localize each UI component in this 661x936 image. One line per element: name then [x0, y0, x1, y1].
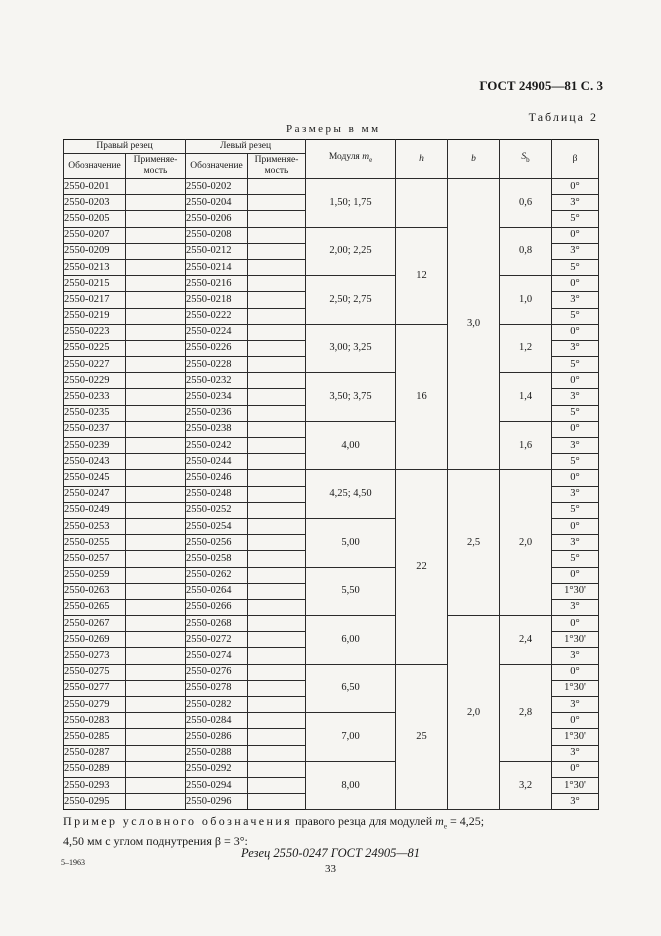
right-designation-cell: 2550-0287	[64, 745, 126, 761]
table-row	[64, 421, 599, 437]
right-application-cell	[126, 292, 186, 308]
left-application-cell	[248, 243, 306, 259]
edition-mark: 5–1963	[61, 858, 85, 867]
right-application-cell	[126, 276, 186, 292]
left-application-cell	[248, 227, 306, 243]
left-designation-cell: 2550-0272	[186, 632, 248, 648]
left-application-cell	[248, 729, 306, 745]
module-cell: 6,50	[306, 664, 396, 713]
right-designation-cell: 2550-0229	[64, 373, 126, 389]
h-header: h	[396, 140, 448, 179]
left-designation-cell: 2550-0228	[186, 357, 248, 373]
left-designation-header: Обозначение	[186, 154, 248, 179]
beta-cell: 0°	[552, 421, 599, 437]
s-cell: 1,6	[500, 421, 552, 470]
right-designation-cell: 2550-0215	[64, 276, 126, 292]
left-designation-cell: 2550-0288	[186, 745, 248, 761]
left-application-cell	[248, 502, 306, 518]
left-designation-cell: 2550-0232	[186, 373, 248, 389]
left-application-cell	[248, 470, 306, 486]
left-designation-cell: 2550-0278	[186, 680, 248, 696]
right-designation-cell: 2550-0219	[64, 308, 126, 324]
right-application-cell	[126, 761, 186, 777]
note-mid: правого резца для модулей	[292, 814, 436, 828]
note-module-subscript: e	[443, 822, 447, 831]
left-application-cell	[248, 389, 306, 405]
right-designation-cell: 2550-0295	[64, 794, 126, 810]
beta-cell: 3°	[552, 340, 599, 356]
left-designation-cell: 2550-0296	[186, 794, 248, 810]
left-designation-cell: 2550-0284	[186, 713, 248, 729]
beta-cell: 5°	[552, 551, 599, 567]
right-designation-cell: 2550-0269	[64, 632, 126, 648]
right-application-cell	[126, 470, 186, 486]
right-application-cell	[126, 227, 186, 243]
beta-cell: 1°30'	[552, 632, 599, 648]
left-application-cell	[248, 777, 306, 793]
s-cell: 2,8	[500, 664, 552, 761]
s-cell: 1,0	[500, 276, 552, 325]
module-cell: 5,00	[306, 518, 396, 567]
left-application-header: Применяе-мость	[248, 154, 306, 179]
left-application-cell	[248, 357, 306, 373]
left-application-cell	[248, 308, 306, 324]
right-application-cell	[126, 438, 186, 454]
beta-cell: 3°	[552, 438, 599, 454]
right-application-cell	[126, 745, 186, 761]
left-designation-cell: 2550-0218	[186, 292, 248, 308]
table-row	[64, 227, 599, 243]
left-designation-cell: 2550-0204	[186, 195, 248, 211]
note-line2: 4,50 мм с углом поднутрения β = 3°:	[63, 834, 248, 849]
beta-cell: 3°	[552, 697, 599, 713]
left-designation-cell: 2550-0214	[186, 259, 248, 275]
note-line1-end: = 4,25;	[446, 814, 485, 828]
table-row	[64, 373, 599, 389]
s-header: $S_b$	[500, 140, 552, 179]
right-application-cell	[126, 794, 186, 810]
beta-cell: 5°	[552, 502, 599, 518]
note-module-symbol: m	[435, 814, 444, 828]
left-application-cell	[248, 292, 306, 308]
right-designation-cell: 2550-0275	[64, 664, 126, 680]
module-cell: 2,00; 2,25	[306, 227, 396, 276]
left-designation-cell: 2550-0202	[186, 179, 248, 195]
beta-cell: 0°	[552, 713, 599, 729]
left-application-cell	[248, 373, 306, 389]
right-application-cell	[126, 373, 186, 389]
left-designation-cell: 2550-0222	[186, 308, 248, 324]
right-designation-cell: 2550-0223	[64, 324, 126, 340]
right-application-cell	[126, 680, 186, 696]
module-header: Модуля $m_e$	[306, 140, 396, 179]
right-application-cell	[126, 211, 186, 227]
table-body	[64, 179, 599, 810]
h-cell: 25	[396, 664, 448, 810]
right-designation-header: Обозначение	[64, 154, 126, 179]
right-application-cell	[126, 567, 186, 583]
beta-cell: 0°	[552, 470, 599, 486]
right-designation-cell: 2550-0213	[64, 259, 126, 275]
right-designation-cell: 2550-0277	[64, 680, 126, 696]
left-designation-cell: 2550-0256	[186, 535, 248, 551]
right-designation-cell: 2550-0233	[64, 389, 126, 405]
left-application-cell	[248, 632, 306, 648]
right-application-cell	[126, 729, 186, 745]
left-designation-cell: 2550-0294	[186, 777, 248, 793]
right-designation-cell: 2550-0293	[64, 777, 126, 793]
h-cell: 12	[396, 227, 448, 324]
left-designation-cell: 2550-0248	[186, 486, 248, 502]
module-cell: 6,00	[306, 616, 396, 665]
right-designation-cell: 2550-0217	[64, 292, 126, 308]
left-designation-cell: 2550-0224	[186, 324, 248, 340]
designation-example-note	[63, 814, 598, 849]
beta-cell: 3°	[552, 195, 599, 211]
beta-cell: 3°	[552, 794, 599, 810]
left-designation-cell: 2550-0208	[186, 227, 248, 243]
right-application-cell	[126, 632, 186, 648]
s-cell: 2,0	[500, 470, 552, 616]
right-application-cell	[126, 697, 186, 713]
dimensions-caption: Размеры в мм	[286, 123, 381, 135]
right-designation-cell: 2550-0265	[64, 599, 126, 615]
dimensions-table	[63, 139, 599, 810]
beta-cell: 1°30'	[552, 777, 599, 793]
left-application-cell	[248, 340, 306, 356]
left-application-cell	[248, 518, 306, 534]
beta-cell: 3°	[552, 243, 599, 259]
right-designation-cell: 2550-0285	[64, 729, 126, 745]
right-application-cell	[126, 195, 186, 211]
right-application-cell	[126, 535, 186, 551]
left-designation-cell: 2550-0282	[186, 697, 248, 713]
beta-cell: 1°30'	[552, 583, 599, 599]
right-designation-cell: 2550-0255	[64, 535, 126, 551]
right-application-cell	[126, 421, 186, 437]
right-application-cell	[126, 502, 186, 518]
note-lead: Пример условного обозначения	[63, 814, 293, 828]
left-application-cell	[248, 713, 306, 729]
beta-cell: 0°	[552, 179, 599, 195]
right-application-cell	[126, 551, 186, 567]
s-cell: 3,2	[500, 761, 552, 810]
table-row	[64, 664, 599, 680]
left-application-cell	[248, 794, 306, 810]
beta-cell: 0°	[552, 664, 599, 680]
module-cell: 5,50	[306, 567, 396, 616]
left-application-cell	[248, 211, 306, 227]
right-application-cell	[126, 599, 186, 615]
left-application-cell	[248, 616, 306, 632]
left-application-cell	[248, 276, 306, 292]
h-cell	[396, 179, 448, 228]
beta-cell: 3°	[552, 745, 599, 761]
left-designation-cell: 2550-0246	[186, 470, 248, 486]
right-application-cell	[126, 486, 186, 502]
beta-cell: 0°	[552, 373, 599, 389]
left-application-cell	[248, 486, 306, 502]
h-cell: 16	[396, 324, 448, 470]
left-designation-cell: 2550-0258	[186, 551, 248, 567]
left-cutter-header: Левый резец	[186, 140, 306, 154]
left-designation-cell: 2550-0286	[186, 729, 248, 745]
beta-cell: 3°	[552, 648, 599, 664]
beta-cell: 3°	[552, 535, 599, 551]
right-application-cell	[126, 616, 186, 632]
module-cell: 4,25; 4,50	[306, 470, 396, 519]
right-designation-cell: 2550-0245	[64, 470, 126, 486]
beta-cell: 3°	[552, 486, 599, 502]
right-application-cell	[126, 664, 186, 680]
beta-cell: 3°	[552, 599, 599, 615]
s-cell: 1,4	[500, 373, 552, 422]
right-designation-cell: 2550-0209	[64, 243, 126, 259]
right-designation-cell: 2550-0273	[64, 648, 126, 664]
right-application-cell	[126, 259, 186, 275]
right-application-cell	[126, 389, 186, 405]
s-cell: 1,2	[500, 324, 552, 373]
left-designation-cell: 2550-0264	[186, 583, 248, 599]
beta-cell: 5°	[552, 454, 599, 470]
left-application-cell	[248, 599, 306, 615]
right-designation-cell: 2550-0247	[64, 486, 126, 502]
left-application-cell	[248, 324, 306, 340]
left-designation-cell: 2550-0226	[186, 340, 248, 356]
table-label: Таблица 2	[528, 110, 598, 124]
s-cell: 0,6	[500, 179, 552, 228]
left-designation-cell: 2550-0238	[186, 421, 248, 437]
module-cell: 2,50; 2,75	[306, 276, 396, 325]
beta-header: β	[552, 140, 599, 179]
module-cell: 1,50; 1,75	[306, 179, 396, 228]
right-designation-cell: 2550-0225	[64, 340, 126, 356]
right-designation-cell: 2550-0207	[64, 227, 126, 243]
left-designation-cell: 2550-0212	[186, 243, 248, 259]
left-application-cell	[248, 405, 306, 421]
beta-cell: 1°30'	[552, 729, 599, 745]
left-application-cell	[248, 535, 306, 551]
table-row	[64, 276, 599, 292]
left-application-cell	[248, 454, 306, 470]
left-application-cell	[248, 259, 306, 275]
page-number: 33	[325, 863, 336, 875]
left-application-cell	[248, 664, 306, 680]
right-designation-cell: 2550-0257	[64, 551, 126, 567]
right-application-cell	[126, 405, 186, 421]
beta-cell: 5°	[552, 357, 599, 373]
right-cutter-header: Правый резец	[64, 140, 186, 154]
right-designation-cell: 2550-0283	[64, 713, 126, 729]
beta-cell: 1°30'	[552, 680, 599, 696]
right-application-cell	[126, 243, 186, 259]
beta-cell: 0°	[552, 324, 599, 340]
left-designation-cell: 2550-0244	[186, 454, 248, 470]
right-designation-cell: 2550-0239	[64, 438, 126, 454]
right-application-cell	[126, 583, 186, 599]
document-header-code: ГОСТ 24905—81 С. 3	[479, 78, 603, 93]
beta-cell: 5°	[552, 405, 599, 421]
beta-cell: 0°	[552, 518, 599, 534]
right-application-cell	[126, 713, 186, 729]
left-application-cell	[248, 761, 306, 777]
left-designation-cell: 2550-0234	[186, 389, 248, 405]
b-cell: 2,5	[448, 470, 500, 616]
left-designation-cell: 2550-0276	[186, 664, 248, 680]
module-cell: 3,00; 3,25	[306, 324, 396, 373]
beta-cell: 0°	[552, 616, 599, 632]
beta-cell: 0°	[552, 567, 599, 583]
right-designation-cell: 2550-0203	[64, 195, 126, 211]
beta-cell: 0°	[552, 276, 599, 292]
right-designation-cell: 2550-0227	[64, 357, 126, 373]
left-designation-cell: 2550-0254	[186, 518, 248, 534]
left-application-cell	[248, 583, 306, 599]
left-designation-cell: 2550-0262	[186, 567, 248, 583]
left-designation-cell: 2550-0206	[186, 211, 248, 227]
module-cell: 8,00	[306, 761, 396, 810]
left-application-cell	[248, 648, 306, 664]
left-application-cell	[248, 551, 306, 567]
left-application-cell	[248, 179, 306, 195]
left-designation-cell: 2550-0216	[186, 276, 248, 292]
right-designation-cell: 2550-0279	[64, 697, 126, 713]
designation-example: Резец 2550-0247 ГОСТ 24905—81	[241, 846, 420, 860]
right-designation-cell: 2550-0235	[64, 405, 126, 421]
s-cell: 0,8	[500, 227, 552, 276]
table-row	[64, 179, 599, 195]
right-designation-cell: 2550-0253	[64, 518, 126, 534]
beta-cell: 0°	[552, 227, 599, 243]
right-designation-cell: 2550-0249	[64, 502, 126, 518]
left-application-cell	[248, 745, 306, 761]
right-application-cell	[126, 308, 186, 324]
module-cell: 3,50; 3,75	[306, 373, 396, 422]
right-designation-cell: 2550-0263	[64, 583, 126, 599]
right-application-cell	[126, 340, 186, 356]
table-row	[64, 761, 599, 777]
right-designation-cell: 2550-0243	[64, 454, 126, 470]
right-application-cell	[126, 454, 186, 470]
right-application-cell	[126, 648, 186, 664]
beta-cell: 5°	[552, 259, 599, 275]
table-row	[64, 470, 599, 486]
left-designation-cell: 2550-0266	[186, 599, 248, 615]
b-header: b	[448, 140, 500, 179]
b-cell: 2,0	[448, 616, 500, 810]
left-designation-cell: 2550-0268	[186, 616, 248, 632]
left-designation-cell: 2550-0274	[186, 648, 248, 664]
right-designation-cell: 2550-0289	[64, 761, 126, 777]
table-row	[64, 616, 599, 632]
right-designation-cell: 2550-0259	[64, 567, 126, 583]
right-application-cell	[126, 518, 186, 534]
beta-cell: 3°	[552, 389, 599, 405]
module-cell: 4,00	[306, 421, 396, 470]
right-application-cell	[126, 777, 186, 793]
beta-cell: 5°	[552, 211, 599, 227]
beta-cell: 3°	[552, 292, 599, 308]
left-designation-cell: 2550-0236	[186, 405, 248, 421]
right-application-cell	[126, 324, 186, 340]
left-application-cell	[248, 421, 306, 437]
right-designation-cell: 2550-0237	[64, 421, 126, 437]
left-application-cell	[248, 195, 306, 211]
right-designation-cell: 2550-0267	[64, 616, 126, 632]
b-cell: 3,0	[448, 179, 500, 470]
left-designation-cell: 2550-0252	[186, 502, 248, 518]
right-application-header: Применяе-мость	[126, 154, 186, 179]
left-application-cell	[248, 680, 306, 696]
left-application-cell	[248, 697, 306, 713]
module-cell: 7,00	[306, 713, 396, 762]
right-application-cell	[126, 179, 186, 195]
right-designation-cell: 2550-0201	[64, 179, 126, 195]
left-designation-cell: 2550-0292	[186, 761, 248, 777]
left-application-cell	[248, 567, 306, 583]
table-row	[64, 324, 599, 340]
beta-cell: 0°	[552, 761, 599, 777]
left-application-cell	[248, 438, 306, 454]
left-designation-cell: 2550-0242	[186, 438, 248, 454]
beta-cell: 5°	[552, 308, 599, 324]
right-designation-cell: 2550-0205	[64, 211, 126, 227]
right-application-cell	[126, 357, 186, 373]
h-cell: 22	[396, 470, 448, 664]
s-cell: 2,4	[500, 616, 552, 665]
